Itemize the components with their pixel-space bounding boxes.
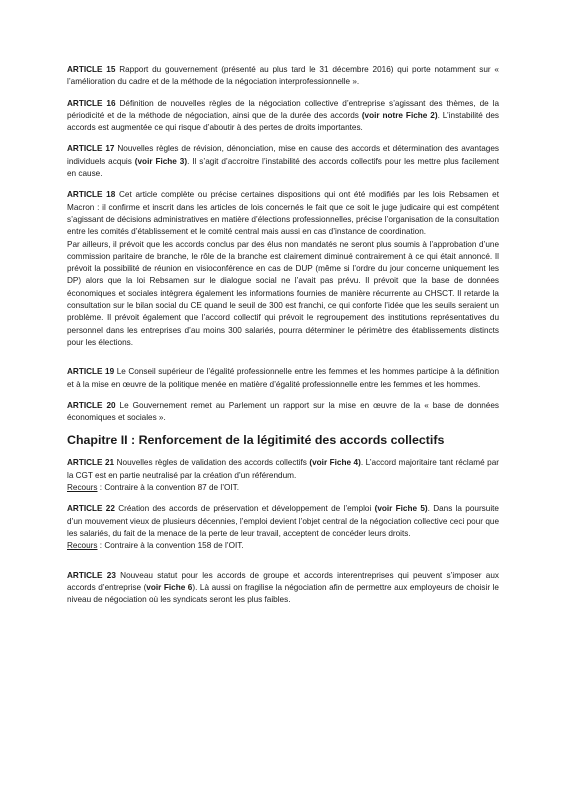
article-label: ARTICLE 16 xyxy=(67,98,116,108)
article-16 xyxy=(67,98,499,135)
article-text: Nouvelles règles de révision, dénonciation, mise en cause des accords et détermination des avantages individuels acquis xyxy=(67,144,500,166)
article-15 xyxy=(67,64,499,89)
article-label: ARTICLE 19 xyxy=(67,367,115,377)
article-text: ). Là aussi on fragilise la négociation afin de permettre aux employeurs de choisir le niveau de négociation où les syndicats seront les plus faibles. xyxy=(67,582,499,605)
article-label: ARTICLE 22 xyxy=(67,504,115,514)
article-text: Rapport du gouvernement (présenté au plus tard le 31 décembre 2016) qui porte notamment sur « l’amélioration du cadre et de la méthode de la négociation interprofessionnelle ». xyxy=(67,65,499,87)
article-text: . Dans la poursuite d’un mouvement vieux de plusieurs décennies, l’emploi devient l’objet central de la négociation collective ceci pour que les salariés, du fait de la menace de la perte de leur travail, acceptent de concéder leurs droits. xyxy=(67,504,499,538)
article-text: Cet article complète ou précise certaines dispositions qui ont été modifiés par les lois Rebsamen et Macron : il confirme et inscrit dans les articles de lois concernés le fait que ce soit le juge judicaire qui est compétent s’agissant de décisions administratives en matière d’élections professionnelles, précise l’organisation de la consultation entre les comités d’établissement et le comité central mais aussi en cas d’instance de coordination. xyxy=(67,190,500,237)
article-18 xyxy=(67,189,499,238)
recours-label: Recours xyxy=(67,483,98,493)
article-text: Nouvelles règles de validation des accords collectifs xyxy=(114,458,310,468)
fiche-reference: voir Fiche 6 xyxy=(146,582,193,592)
article-text: Le Conseil supérieur de l’égalité professionnelle entre les femmes et les hommes participe à la définition et à la mise en œuvre de la politique menée en matière d’égalité professionnelle entre les femmes et les hommes. xyxy=(67,367,500,389)
recours-text: : Contraire à la convention 158 de l’OIT. xyxy=(97,541,244,551)
fiche-reference: (voir Fiche 5) xyxy=(374,504,428,514)
fiche-reference: (voir notre Fiche 2) xyxy=(361,110,438,120)
article-20 xyxy=(67,400,499,425)
article-text: Le Gouvernement remet au Parlement un rapport sur la mise en œuvre de la « base de données économiques et sociales ». xyxy=(67,400,500,423)
article-21 xyxy=(67,457,499,494)
article-text: Nouveau statut pour les accords de groupe et accords interentreprises qui peuvent s’imposer aux accords d’entreprise ( xyxy=(67,570,499,592)
article-label: ARTICLE 20 xyxy=(67,400,116,410)
recours-text: : Contraire à la convention 87 de l’OIT. xyxy=(97,483,240,493)
article-label: ARTICLE 21 xyxy=(67,458,115,468)
recours-label: Recours xyxy=(67,541,98,551)
fiche-reference: (voir Fiche 3) xyxy=(134,156,188,166)
article-22 xyxy=(67,503,499,552)
article-23 xyxy=(67,570,499,607)
article-text: Création des accords de préservation et développement de l’emploi xyxy=(114,504,375,514)
article-label: ARTICLE 18 xyxy=(67,190,116,200)
document-page xyxy=(67,64,499,615)
article-label: ARTICLE 23 xyxy=(67,570,116,580)
article-text: . L’accord majoritaire tant réclamé par la CGT est en partie neutralisé par la création d’un référendum. xyxy=(67,458,499,480)
article-text: . Il s’agit d’accroitre l’instabilité des accords collectifs pour les mettre plus facilement en cause. xyxy=(67,156,499,179)
article-18-continued: Par ailleurs, il prévoit que les accords conclus par des élus non mandatés ne seront plus soumis à l’approbation d’une commission paritaire de branche, le rôle de la branche est clairement diminué contrairement à ce qui était annoncé. Il prévoit la possibilité de réunion en visioconférence en cas de DUP (même si l’ordre du jour concerne uniquement les DP) alors que la loi Rebsamen sur le dialogue social ne l’avait pas prévu. Il prévoit que la base de données économiques et sociales intègrera également les informations fournies de manière récurrente au CHSCT. Il retarde la consultation sur le bilan social du CE quand le seuil de 300 est franchi, ce qui conforte l’idée que les seuils seraient un problème. Il prévoit également que l’accord collectif qui prévoit le regroupement des institutions représentatives du personnel dans les entreprises d’au moins 300 salariés, pourra déterminer le périmètre des établissements distincts pour les élections. xyxy=(67,239,499,347)
article-19 xyxy=(67,366,499,391)
fiche-reference: (voir Fiche 4) xyxy=(309,458,361,468)
article-text: . L’instabilité des accords est augmentée ce qui risque d’aboutir à des pertes de droits importantes. xyxy=(67,110,499,133)
article-label: ARTICLE 17 xyxy=(67,144,115,154)
article-text: Définition de nouvelles règles de la négociation collective d’entreprise s’agissant des thèmes, de la périodicité et de la méthode de négociation, ainsi que de la durée des accords xyxy=(67,98,500,120)
article-17 xyxy=(67,143,499,180)
chapter-heading: Chapitre II : Renforcement de la légitimité des accords collectifs xyxy=(67,433,445,448)
article-label: ARTICLE 15 xyxy=(67,65,116,74)
